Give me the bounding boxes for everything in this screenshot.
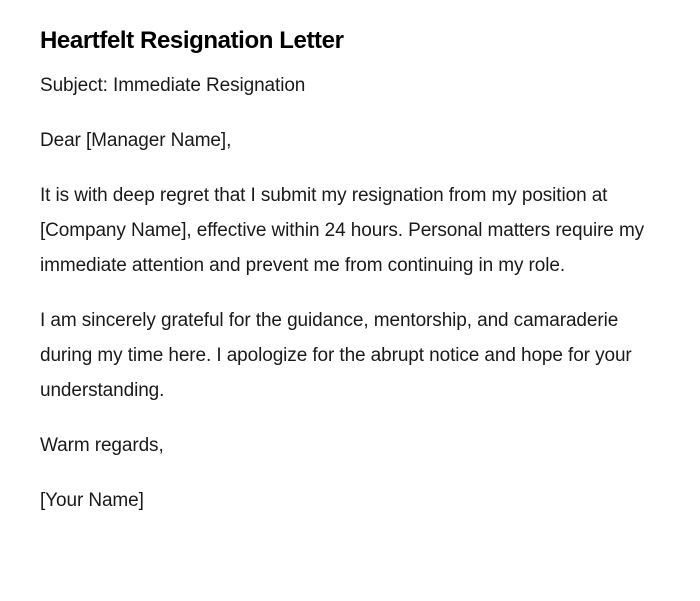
letter-signature: [Your Name] bbox=[40, 490, 144, 511]
letter-paragraph: I am sincerely grateful for the guidance, mentorship, and camaraderie during my time here. I apologize for the abrupt notice and hope for your understanding. bbox=[40, 310, 632, 401]
letter-title: Heartfelt Resignation Letter bbox=[40, 27, 344, 54]
letter-closing: Warm regards, bbox=[40, 435, 164, 456]
letter-salutation: Dear [Manager Name], bbox=[40, 130, 232, 151]
letter-subject: Subject: Immediate Resignation bbox=[40, 75, 306, 96]
letter-paragraph: It is with deep regret that I submit my resignation from my position at [Company Name], effective within 24 hours. Personal matters require my immediate attention and prevent me from continuing in my role. bbox=[40, 185, 645, 276]
